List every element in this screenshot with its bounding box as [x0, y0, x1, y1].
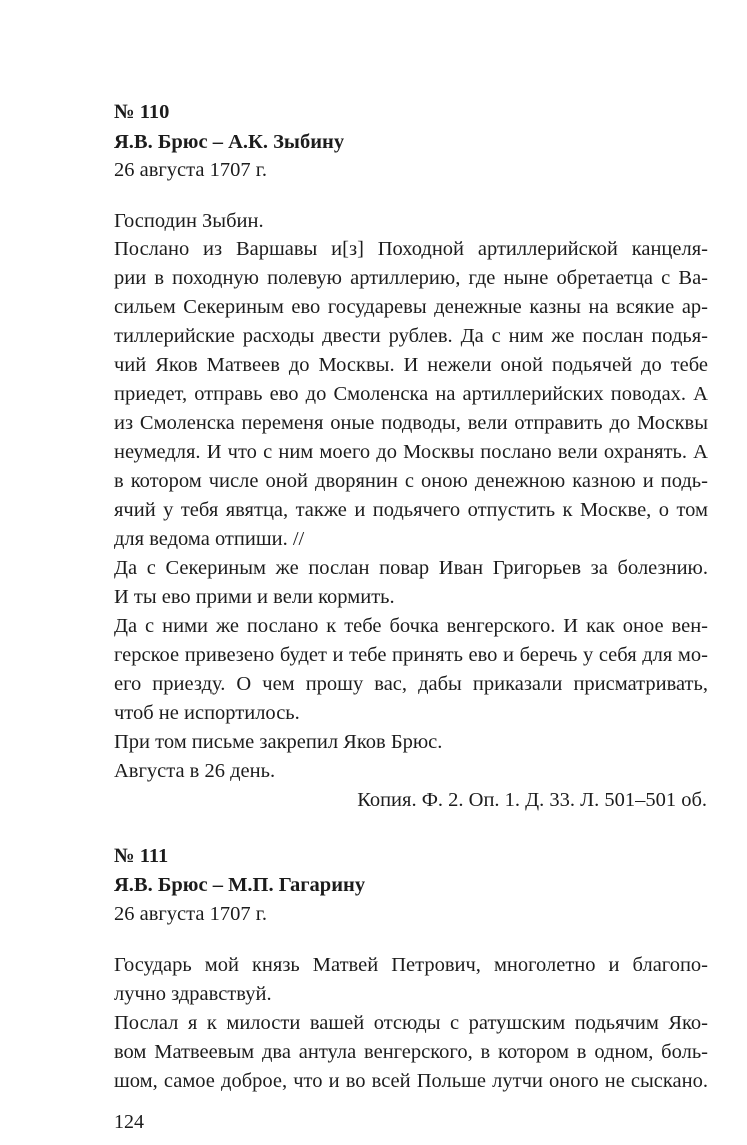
doc111-date: 26 августа 1707 г. [114, 903, 267, 925]
doc111-line: Государь мой князь Матвей Петрович, многолетно и благопо- [114, 954, 708, 976]
doc111-number: № 111 [114, 845, 169, 867]
doc110-line: Послано из Варшавы и[з] Походной артиллерийской канцеля- [114, 238, 708, 260]
doc110-line: И ты ево прими и вели кормить. [114, 586, 395, 608]
doc110-line: Да с ними же послано к тебе бочка венгерского. И как оное вен- [114, 615, 708, 637]
doc110-line: в котором числе оной дворянин с оною денежною казною и подь- [114, 470, 708, 492]
page-number: 124 [114, 1111, 144, 1133]
doc110-line: Да с Секериным же послан повар Иван Григорьев за болезнию. [114, 557, 708, 579]
doc110-line: из Смоленска переменя оные подводы, вели отправить до Москвы [114, 412, 708, 434]
doc110-line: для ведома отпиши. // [114, 528, 305, 550]
doc110-line: герское привезено будет и тебе принять ево и беречь у себя для мо- [114, 644, 708, 666]
doc110-line: сильем Секериным ево государевы денежные казны на всякие ар- [114, 296, 708, 318]
doc111-title: Я.В. Брюс – М.П. Гагарину [114, 874, 366, 896]
doc110-title: Я.В. Брюс – А.К. Зыбину [114, 131, 345, 153]
doc110-line: ячий у тебя явятца, также и подьячего отпустить к Москве, о том [114, 499, 708, 521]
doc111-line: шом, самое доброе, что и во всей Польше лутчи оного не сыскано. [114, 1070, 708, 1092]
doc111-line: Послал я к милости вашей отсюды с ратушским подьячим Яко- [114, 1012, 708, 1034]
doc110-number: № 110 [114, 101, 170, 123]
doc110-archive-ref: Копия. Ф. 2. Оп. 1. Д. 33. Л. 501–501 об. [357, 789, 707, 811]
doc111-line: вом Матвеевым два антула венгерского, в котором в одном, боль- [114, 1041, 708, 1063]
doc110-salutation: Господин Зыбин. [114, 210, 264, 232]
doc110-line: При том письме закрепил Яков Брюс. [114, 731, 443, 753]
doc110-line: неумедля. И что с ним моего до Москвы послано вели охранять. А [114, 441, 708, 463]
doc110-line: его приезду. О чем прошу вас, дабы приказали присматривать, [114, 673, 708, 695]
doc110-line: Августа в 26 день. [114, 760, 276, 782]
doc110-line: тиллерийские расходы двести рублев. Да с ним же послан подья- [114, 325, 708, 347]
doc110-line: приедет, отправь ево до Смоленска на артиллерийских поводах. А [114, 383, 708, 405]
doc110-line: чий Яков Матвеев до Москвы. И нежели оной подьячей до тебе [114, 354, 708, 376]
doc110-date: 26 августа 1707 г. [114, 159, 267, 181]
doc110-line: рии в походную полевую артиллерию, где ныне обретаетца с Ва- [114, 267, 708, 289]
doc110-line: чтоб не испортилось. [114, 702, 300, 724]
doc111-line: лучно здравствуй. [114, 983, 272, 1005]
